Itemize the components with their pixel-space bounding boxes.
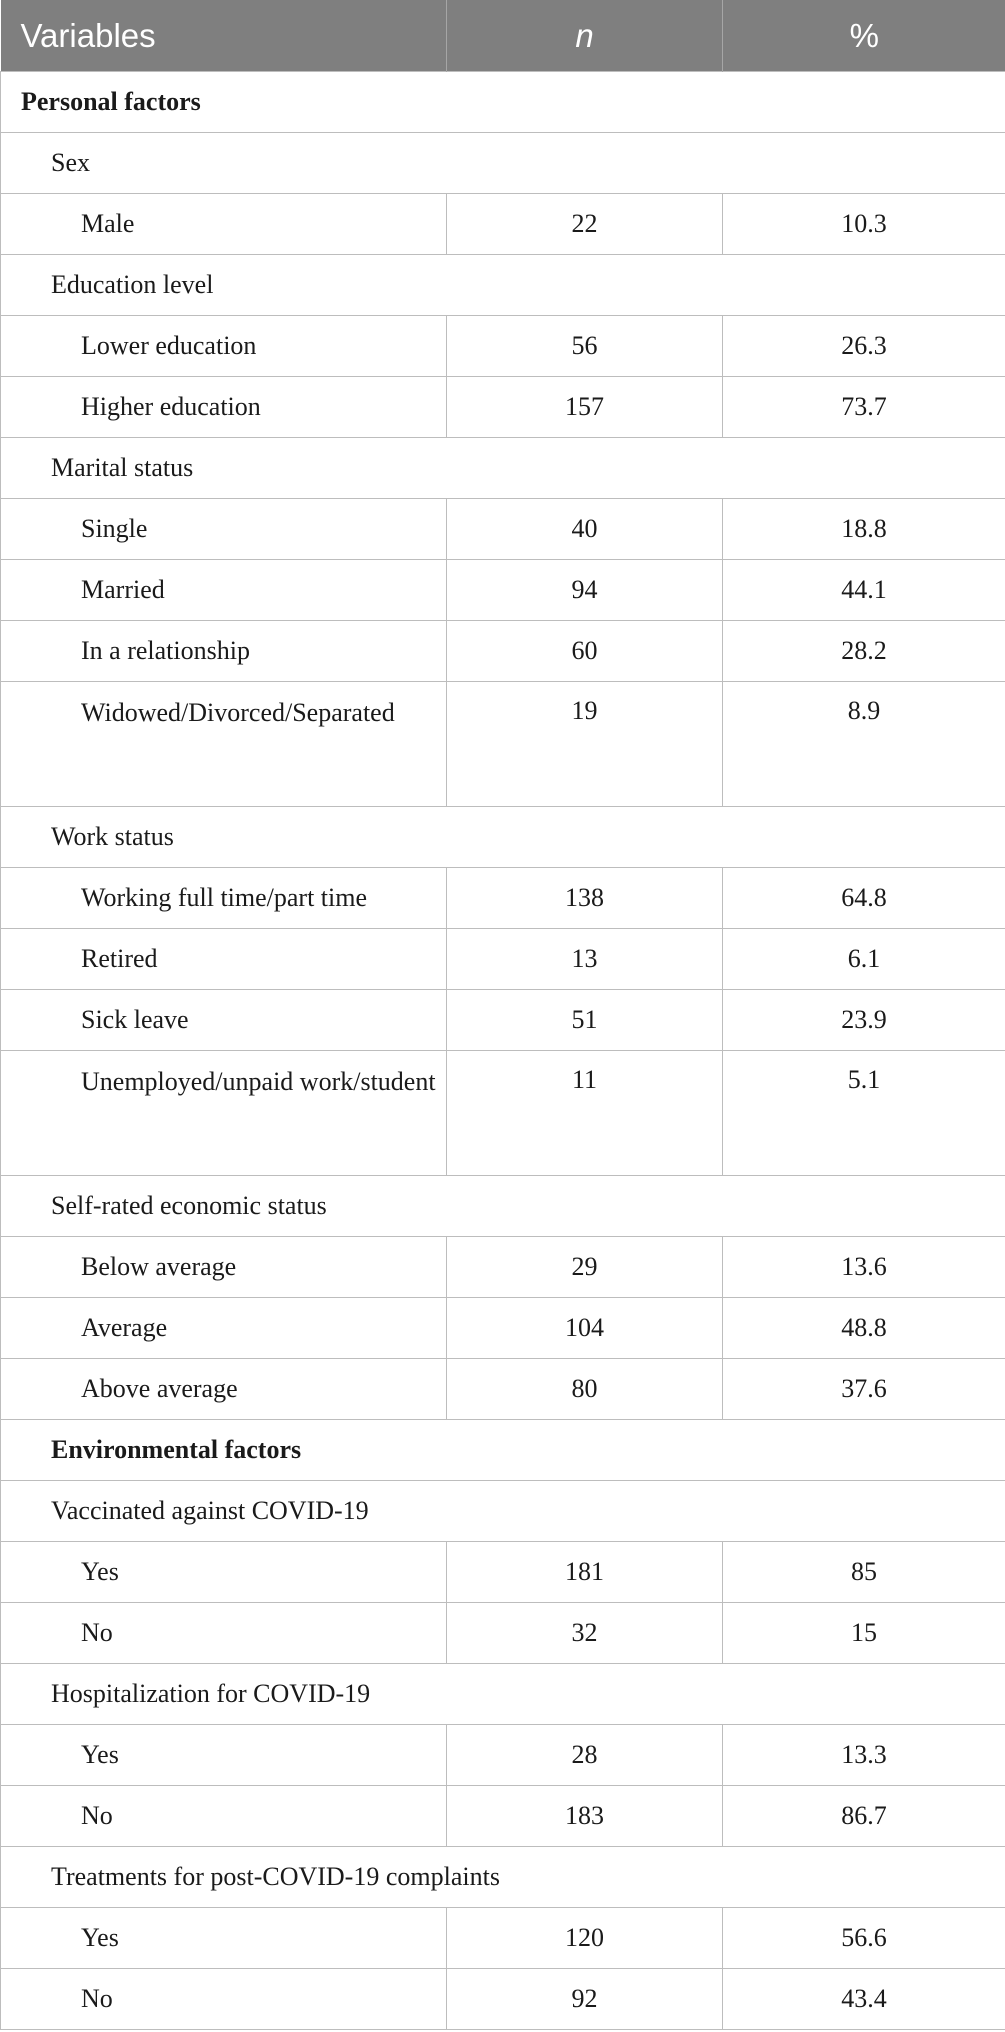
group-label: Vaccinated against COVID-19 — [1, 1481, 1005, 1542]
row-label: Higher education — [1, 377, 447, 438]
table-row — [1, 499, 1005, 560]
row-percent: 13.3 — [723, 1725, 1005, 1786]
row-n: 22 — [447, 194, 723, 255]
header-variables: Variables — [1, 0, 447, 72]
row-n: 138 — [447, 868, 723, 929]
row-percent: 64.8 — [723, 868, 1005, 929]
row-n: 13 — [447, 929, 723, 990]
table-row — [1, 621, 1005, 682]
row-n: 183 — [447, 1786, 723, 1847]
row-n: 104 — [447, 1298, 723, 1359]
table-row — [1, 868, 1005, 929]
row-percent: 44.1 — [723, 560, 1005, 621]
group-row-economic — [1, 1176, 1005, 1237]
row-label: Below average — [1, 1237, 447, 1298]
table-row — [1, 316, 1005, 377]
row-percent: 8.9 — [723, 682, 1005, 807]
row-n: 94 — [447, 560, 723, 621]
row-percent: 85 — [723, 1542, 1005, 1603]
row-percent: 18.8 — [723, 499, 1005, 560]
row-percent: 28.2 — [723, 621, 1005, 682]
table-row — [1, 1237, 1005, 1298]
row-n: 92 — [447, 1969, 723, 2030]
row-label: No — [1, 1786, 447, 1847]
table-row — [1, 682, 1005, 807]
row-label: Yes — [1, 1542, 447, 1603]
row-n: 157 — [447, 377, 723, 438]
row-percent: 23.9 — [723, 990, 1005, 1051]
row-label: Unemployed/unpaid work/student — [1, 1051, 447, 1176]
row-label: Working full time/part time — [1, 868, 447, 929]
row-label: Married — [1, 560, 447, 621]
row-n: 40 — [447, 499, 723, 560]
table-row — [1, 990, 1005, 1051]
group-label: Sex — [1, 133, 1005, 194]
row-percent: 13.6 — [723, 1237, 1005, 1298]
group-row-treatments — [1, 1847, 1005, 1908]
row-percent: 37.6 — [723, 1359, 1005, 1420]
table-row — [1, 377, 1005, 438]
group-label: Marital status — [1, 438, 1005, 499]
row-label: Average — [1, 1298, 447, 1359]
group-row-sex — [1, 133, 1005, 194]
table-row — [1, 1051, 1005, 1176]
table-row — [1, 1969, 1005, 2030]
table-row — [1, 1298, 1005, 1359]
row-label: Lower education — [1, 316, 447, 377]
row-n: 11 — [447, 1051, 723, 1176]
group-row-work — [1, 807, 1005, 868]
group-row-education — [1, 255, 1005, 316]
group-row-hospitalization — [1, 1664, 1005, 1725]
row-percent: 15 — [723, 1603, 1005, 1664]
table-row — [1, 1725, 1005, 1786]
row-label: In a relationship — [1, 621, 447, 682]
row-percent: 73.7 — [723, 377, 1005, 438]
row-percent: 10.3 — [723, 194, 1005, 255]
row-n: 32 — [447, 1603, 723, 1664]
section-title: Environmental factors — [1, 1420, 1005, 1481]
row-percent: 56.6 — [723, 1908, 1005, 1969]
group-label: Education level — [1, 255, 1005, 316]
row-label: Sick leave — [1, 990, 447, 1051]
row-percent: 26.3 — [723, 316, 1005, 377]
header-percent: % — [723, 0, 1005, 72]
header-row — [1, 0, 1005, 72]
section-title: Personal factors — [1, 72, 1005, 133]
row-percent: 6.1 — [723, 929, 1005, 990]
group-label: Hospitalization for COVID-19 — [1, 1664, 1005, 1725]
row-percent: 86.7 — [723, 1786, 1005, 1847]
row-label: No — [1, 1969, 447, 2030]
table-row — [1, 1786, 1005, 1847]
row-n: 181 — [447, 1542, 723, 1603]
row-label: Above average — [1, 1359, 447, 1420]
row-label: Yes — [1, 1908, 447, 1969]
section-row-personal — [1, 72, 1005, 133]
section-row-environmental — [1, 1420, 1005, 1481]
group-label: Treatments for post-COVID-19 complaints — [1, 1847, 1005, 1908]
row-label: No — [1, 1603, 447, 1664]
table-row — [1, 560, 1005, 621]
group-row-vaccinated — [1, 1481, 1005, 1542]
group-label: Self-rated economic status — [1, 1176, 1005, 1237]
row-percent: 5.1 — [723, 1051, 1005, 1176]
row-label: Single — [1, 499, 447, 560]
row-n: 80 — [447, 1359, 723, 1420]
group-label: Work status — [1, 807, 1005, 868]
row-n: 19 — [447, 682, 723, 807]
table-row — [1, 194, 1005, 255]
row-n: 120 — [447, 1908, 723, 1969]
row-n: 56 — [447, 316, 723, 377]
header-n: n — [447, 0, 723, 72]
table-row — [1, 1908, 1005, 1969]
group-row-marital — [1, 438, 1005, 499]
row-label: Yes — [1, 1725, 447, 1786]
table-row — [1, 1603, 1005, 1664]
row-label: Widowed/Divorced/Separated — [1, 682, 447, 807]
row-percent: 43.4 — [723, 1969, 1005, 2030]
row-label: Retired — [1, 929, 447, 990]
table-row — [1, 1359, 1005, 1420]
row-n: 60 — [447, 621, 723, 682]
table-row — [1, 929, 1005, 990]
table-row — [1, 1542, 1005, 1603]
row-label: Male — [1, 194, 447, 255]
row-percent: 48.8 — [723, 1298, 1005, 1359]
row-n: 51 — [447, 990, 723, 1051]
row-n: 28 — [447, 1725, 723, 1786]
row-n: 29 — [447, 1237, 723, 1298]
